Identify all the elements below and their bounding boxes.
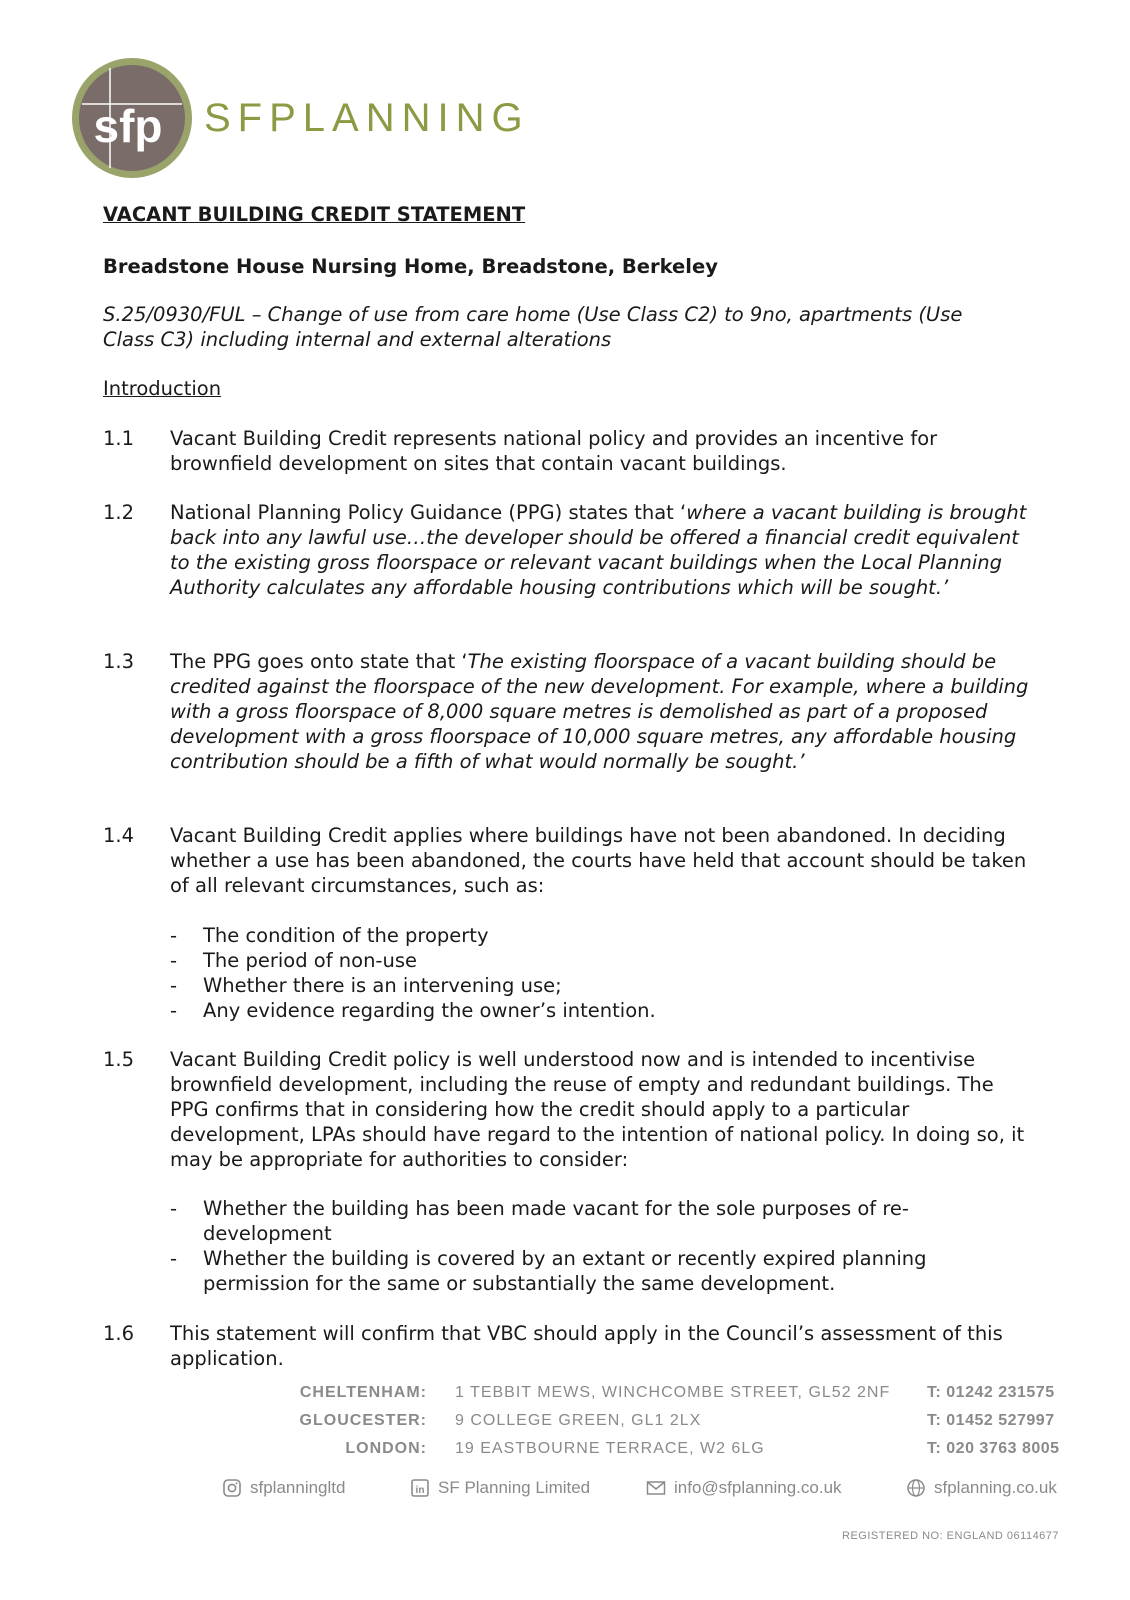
list-item: - Whether the building has been made vacant for the sole purposes of re-development [170,1197,909,1245]
linkedin-link[interactable] [410,1478,590,1498]
company-logo [70,56,540,180]
site-address: Breadstone House Nursing Home, Breadstone, Berkeley [103,255,718,278]
list-item: - The period of non-use [170,949,417,972]
paragraph-1-5 [103,1047,1038,1172]
linkedin-icon [410,1478,430,1498]
instagram-link[interactable] [222,1478,345,1498]
website-link[interactable] [906,1478,1057,1498]
paragraph-text [170,500,1038,600]
email-address: info@sfplanning.co.uk [674,1478,842,1497]
paragraph-text: Vacant Building Credit applies where buildings have not been abandoned. In deciding whether a use has been abandoned, the courts have held that account should be taken of all relevant circumstances, such as: [170,824,1027,897]
paragraph-number: 1.1 [103,427,135,450]
paragraph-number: 1.5 [103,1048,135,1071]
bullet-list-1-4 [170,923,1020,1023]
list-item: - The condition of the property [170,924,489,947]
paragraph-quote: where a vacant building is brought back into any lawful use…the developer should be offered a financial credit equivalent to the existing gross floorspace or relevant vacant buildings when the Local Planning Authority calculates any affordable housing contributions which will be sought.’ [170,501,1027,599]
globe-icon [906,1478,926,1498]
website-url: sfplanning.co.uk [934,1478,1057,1497]
application-description: S.25/0930/FUL – Change of use from care home (Use Class C2) to 9no, apartments (Use Class C3) including internal and external alterations [103,303,963,351]
instagram-icon [222,1478,242,1498]
paragraph-number: 1.3 [103,650,135,673]
list-item: - Whether there is an intervening use; [170,974,562,997]
paragraph-text: This statement will confirm that VBC should apply in the Council’s assessment of this application. [170,1322,1003,1370]
instagram-handle: sfplanningltd [250,1478,346,1497]
paragraph-number: 1.4 [103,824,135,847]
paragraph-1-2 [103,500,1038,600]
paragraph-text: Vacant Building Credit represents national policy and provides an incentive for brownfield development on sites that contain vacant buildings. [170,427,938,475]
document-title: VACANT BUILDING CREDIT STATEMENT [103,203,526,226]
linkedin-name: SF Planning Limited [438,1478,591,1497]
logo-mark-text: sfp [93,100,163,152]
list-item: - Whether the building is covered by an extant or recently expired planning permission for the same or substantially the same development. [170,1247,927,1295]
email-link[interactable] [646,1478,842,1498]
sfp-logo-icon [70,56,194,180]
svg-text:in: in [415,1485,425,1496]
paragraph-text: Vacant Building Credit policy is well understood now and is intended to incentivise brownfield development, including the reuse of empty and redundant buildings. The PPG confirms that in considering how the credit should apply to a particular development, LPAs should have regard to the intention of national policy. In doing so, it may be appropriate for authorities to consider: [170,1048,1025,1171]
list-item: - Any evidence regarding the owner’s intention. [170,999,656,1022]
paragraph-1-1 [103,426,1038,476]
paragraph-lead: The PPG goes onto state that ‘ [170,650,468,673]
paragraph-text [170,649,1038,774]
paragraph-1-4 [103,823,1038,898]
paragraph-1-3 [103,649,1038,774]
letterhead-footer: CHELTENHAM: 1 TEBBIT MEWS, WINCHCOMBE STREET, GL52 2NF T: 01242 231575 GLOUCESTER: 9 COLLEGE GREEN, GL1 2LX T: 01452 527997 LONDON: 19 EASTBOURNE TERRACE, W2 6LG T: 020 3763 8005 sfplanningltd in SF Planning Limited info@sfplanning.co.uk sfplanning.co.uk REGISTERED NO: ENGLAND 06114677 [0,1380,1130,1600]
brand-name: SFPLANNING [204,96,530,140]
paragraph-1-6 [103,1321,1038,1371]
section-heading-introduction: Introduction [103,377,222,400]
paragraph-lead: National Planning Policy Guidance (PPG) states that ‘ [170,501,687,524]
paragraph-quote: The existing floorspace of a vacant building should be credited against the floorspace of the new development. For example, where a building with a gross floorspace of 8,000 square metres is demolished as part of a proposed development with a gross floorspace of 10,000 square metres, any affordable housing contribution should be a fifth of what would normally be sought.’ [170,650,1029,773]
paragraph-number: 1.2 [103,501,135,524]
envelope-icon [646,1478,666,1498]
registration-number: REGISTERED NO: ENGLAND 06114677 [842,1530,1060,1542]
bullet-list-1-5 [170,1196,1020,1296]
paragraph-number: 1.6 [103,1322,135,1345]
